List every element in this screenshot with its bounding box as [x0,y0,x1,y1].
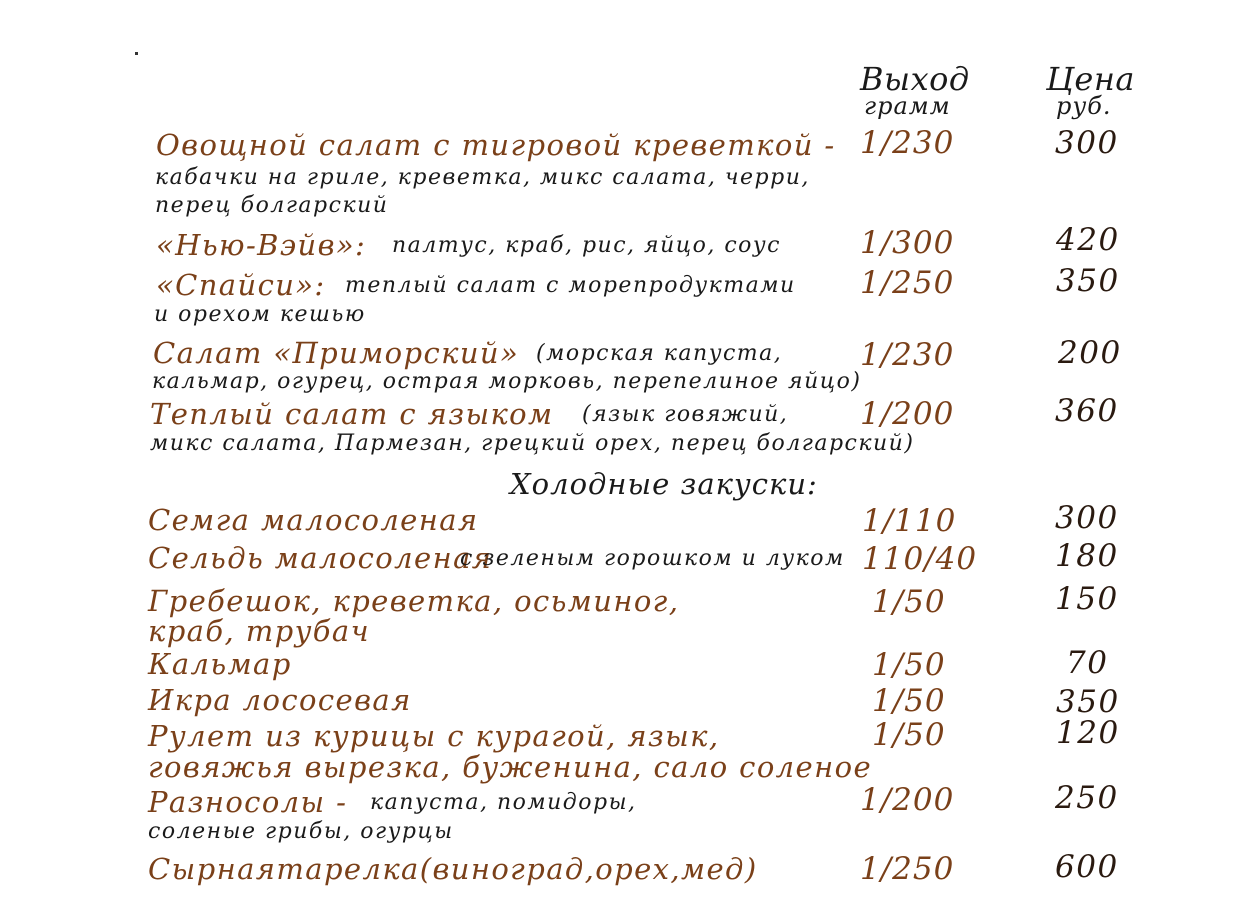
speck-mark [135,52,138,55]
menu-item-yield: 1/200 [860,396,955,432]
menu-item-price: 360 [1055,393,1119,429]
menu-item-yield: 1/200 [860,782,955,818]
menu-item-yield: 110/40 [862,541,978,577]
menu-item-price: 200 [1058,335,1122,371]
menu-item-description: микс салата, Пармезан, грецкий орех, перец болгарский) [150,431,915,456]
menu-item-yield: 1/50 [872,717,946,753]
section-title-cold-appetizers: Холодные закуски: [510,467,818,501]
menu-item-description: с зеленым горошком и луком [460,546,845,571]
menu-item-name: Гребешок, креветка, осьминог, [148,584,680,618]
menu-item-price: 180 [1055,538,1119,574]
menu-item-yield: 1/300 [860,225,955,261]
menu-item-yield: 1/50 [872,683,946,719]
menu-item-price: 150 [1055,581,1119,617]
menu-item-name: Овощной салат с тигровой креветкой - [156,128,836,162]
menu-item-description: перец болгарский [155,193,389,218]
yield-unit-header: грамм [864,92,951,120]
menu-item-price: 300 [1055,500,1119,536]
price-column-header: Цена [1046,60,1135,98]
menu-item-price: 600 [1055,849,1119,885]
menu-item-price: 250 [1055,780,1119,816]
menu-item-name: краб, трубач [148,614,371,648]
menu-item-description: (морская капуста, [536,341,783,366]
menu-item-yield: 1/50 [872,584,946,620]
menu-item-description: кабачки на гриле, креветка, микс салата, черри, [155,165,810,190]
menu-item-name: Сырнаятарелка(виноград,орех,мед) [148,852,758,886]
menu-item-yield: 1/50 [872,647,946,683]
menu-item-yield: 1/110 [862,503,957,539]
menu-item-price: 420 [1056,222,1120,258]
menu-item-price: 120 [1056,715,1120,751]
menu-item-name: «Нью-Вэйв»: [156,228,367,262]
menu-item-description: и орехом кешью [154,302,366,327]
yield-column-header: Выход [860,60,970,98]
menu-item-name: Разносолы - [148,785,348,819]
menu-item-yield: 1/230 [860,337,955,373]
menu-item-name: говяжья вырезка, буженина, сало соленое [148,750,873,784]
menu-item-yield: 1/230 [860,125,955,161]
menu-item-description: кальмар, огурец, острая морковь, перепелиное яйцо) [152,369,862,394]
menu-item-description: соленые грибы, огурцы [148,819,454,844]
menu-item-yield: 1/250 [860,265,955,301]
menu-item-description: теплый салат с морепродуктами [345,273,796,298]
menu-item-description: (язык говяжий, [582,402,789,427]
menu-item-price: 70 [1066,645,1109,681]
price-unit-header: руб. [1056,92,1112,120]
menu-item-price: 350 [1056,263,1120,299]
menu-item-name: Рулет из курицы с курагой, язык, [148,719,720,753]
menu-item-description: капуста, помидоры, [370,790,637,815]
menu-item-description: палтус, краб, рис, яйцо, соус [392,233,782,258]
menu-item-name: Икра лососевая [148,683,412,717]
menu-item-name: Теплый салат с языком [150,397,554,431]
menu-item-name: Кальмар [148,647,292,681]
menu-item-yield: 1/250 [860,851,955,887]
menu-item-price: 300 [1055,125,1119,161]
menu-item-name: Семга малосоленая [148,503,479,537]
menu-item-name: Сельдь малосоленая [148,541,493,575]
menu-item-name: «Спайси»: [156,268,326,302]
menu-item-price: 350 [1056,684,1120,720]
menu-item-name: Салат «Приморский» [153,336,520,370]
